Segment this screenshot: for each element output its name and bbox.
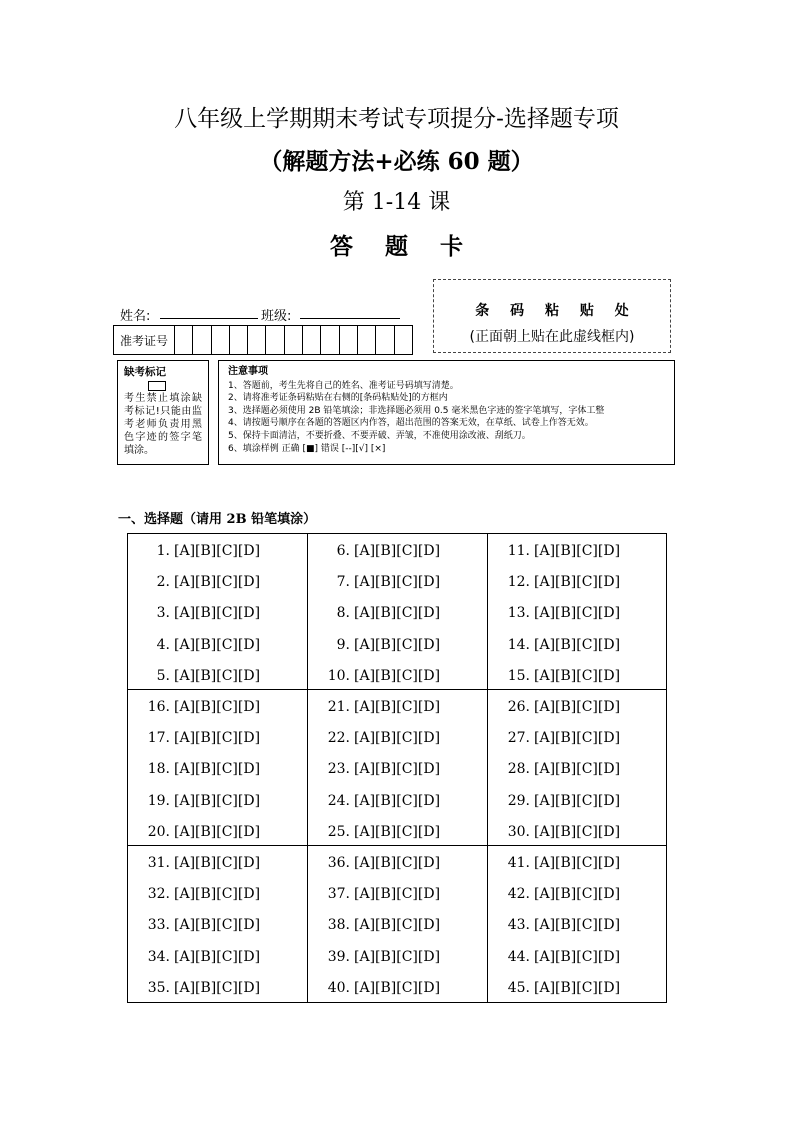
barcode-title: 条 码 粘 贴 处 [475,303,637,319]
question-block [128,534,308,690]
question-row [128,692,307,723]
question-number: 23. [327,761,350,778]
question-row [128,817,307,848]
answer-options[interactable]: [A][B][C][D] [354,543,441,559]
question-row [308,848,487,879]
question-block [128,846,308,1002]
answer-options[interactable]: [A][B][C][D] [174,636,261,653]
answer-options[interactable]: [A][B][C][D] [534,855,621,871]
question-row [488,786,666,817]
question-row [128,910,307,941]
answer-options[interactable]: [A][B][C][D] [354,855,441,871]
page-title: 八年级上学期期末考试专项提分-选择题专项 [174,106,619,132]
question-row [488,973,666,1004]
note-item: 4、请按题号顺序在各题的答题区内作答，超出范围的答案无效，在草纸、试卷上作答无效。 [228,418,594,429]
question-row [128,661,307,692]
answer-options[interactable]: [A][B][C][D] [534,761,621,778]
question-number: 13. [507,605,530,622]
question-row [488,661,666,692]
question-row [128,786,307,817]
question-number: 31. [147,855,170,871]
answer-options[interactable]: [A][B][C][D] [174,948,261,965]
answer-options[interactable]: [A][B][C][D] [354,886,441,903]
class-label: 班级: [261,309,292,324]
question-row [488,879,666,910]
question-number: 2. [156,574,170,591]
question-number: 43. [507,917,530,934]
question-number: 1. [156,543,170,559]
exam-id-label: 准考证号 [114,326,175,354]
barcode-area [433,279,671,353]
answer-options[interactable]: [A][B][C][D] [534,636,621,653]
question-number: 18. [147,761,170,778]
question-row [308,973,487,1004]
question-row [488,630,666,661]
answer-options[interactable]: [A][B][C][D] [534,792,621,809]
exam-id-cell[interactable] [175,326,193,354]
question-number: 32. [147,886,170,903]
question-row [308,630,487,661]
answer-options[interactable]: [A][B][C][D] [174,543,261,559]
answer-options[interactable]: [A][B][C][D] [354,730,441,747]
exam-id-cell[interactable] [358,326,376,354]
question-number: 39. [327,948,350,965]
name-label: 姓名: [120,309,151,324]
answer-options[interactable]: [A][B][C][D] [174,886,261,903]
answer-options[interactable]: [A][B][C][D] [534,886,621,903]
answer-options[interactable]: [A][B][C][D] [354,605,441,622]
question-number: 29. [507,792,530,809]
question-row [488,598,666,629]
exam-id-cell[interactable] [395,326,412,354]
question-number: 6. [336,543,350,559]
question-number: 24. [327,792,350,809]
answer-options[interactable]: [A][B][C][D] [534,574,621,591]
answer-options[interactable]: [A][B][C][D] [174,761,261,778]
question-block [488,690,666,846]
answer-options[interactable]: [A][B][C][D] [534,543,621,559]
question-number: 26. [507,699,530,715]
exam-id-row [113,325,413,355]
question-row [488,910,666,941]
question-row [308,817,487,848]
answer-options[interactable]: [A][B][C][D] [174,917,261,934]
question-row [128,879,307,910]
answer-options[interactable]: [A][B][C][D] [174,979,261,996]
question-row [488,754,666,785]
answer-options[interactable]: [A][B][C][D] [534,917,621,934]
question-number: 7. [336,574,350,591]
exam-id-cell[interactable] [193,326,211,354]
exam-id-cell[interactable] [340,326,358,354]
question-row [128,973,307,1004]
question-number: 10. [327,667,350,684]
question-row [308,661,487,692]
question-block [488,846,666,1002]
question-row [488,942,666,973]
answer-options[interactable]: [A][B][C][D] [354,948,441,965]
absent-mark-box [117,360,209,465]
answer-options[interactable]: [A][B][C][D] [174,792,261,809]
answer-options[interactable]: [A][B][C][D] [174,574,261,591]
answer-options[interactable]: [A][B][C][D] [354,979,441,996]
exam-id-cell[interactable] [376,326,394,354]
question-number: 27. [507,730,530,747]
question-number: 41. [507,855,530,871]
question-row [308,723,487,754]
question-number: 44. [507,948,530,965]
exam-id-cell[interactable] [248,326,266,354]
note-item: 6、填涂样例 正确 [■] 错误 [--][√] [×] [228,443,386,454]
question-number: 9. [336,636,350,653]
question-number: 25. [327,823,350,840]
question-row [488,817,666,848]
answer-card-title: 答 题 卡 [329,233,475,260]
exam-id-cell[interactable] [266,326,284,354]
question-row [488,723,666,754]
question-row [128,536,307,567]
question-number: 30. [507,823,530,840]
barcode-note: (正面朝上贴在此虚线框内) [469,329,635,345]
answer-options[interactable]: [A][B][C][D] [534,823,621,840]
answer-options[interactable]: [A][B][C][D] [354,761,441,778]
answer-grid [127,533,667,1003]
answer-options[interactable]: [A][B][C][D] [534,948,621,965]
answer-options[interactable]: [A][B][C][D] [354,574,441,591]
question-number: 34. [147,948,170,965]
question-row [308,910,487,941]
answer-options[interactable]: [A][B][C][D] [354,667,441,684]
answer-options[interactable]: [A][B][C][D] [534,605,621,622]
answer-options[interactable]: [A][B][C][D] [534,730,621,747]
question-number: 15. [507,667,530,684]
answer-options[interactable]: [A][B][C][D] [534,979,621,996]
section-title: 一、选择题（请用 2B 铅笔填涂） [118,512,317,527]
question-row [308,536,487,567]
answer-options[interactable]: [A][B][C][D] [534,699,621,715]
name-field[interactable] [160,306,258,319]
question-number: 22. [327,730,350,747]
answer-options[interactable]: [A][B][C][D] [174,699,261,715]
exam-id-cell[interactable] [321,326,339,354]
class-field[interactable] [300,306,400,319]
question-row [128,598,307,629]
exam-id-cell[interactable] [285,326,303,354]
absent-mark-title: 缺考标记 [124,366,166,378]
question-number: 19. [147,792,170,809]
question-row [308,598,487,629]
lesson-range: 第 1-14 课 [342,190,451,215]
note-item: 3、选择题必须使用 2B 铅笔填涂；非选择题必须用 0.5 毫米黑色字迹的签字笔填写，字体工整 [228,405,605,416]
question-row [308,879,487,910]
answer-options[interactable]: [A][B][C][D] [174,730,261,747]
question-row [128,848,307,879]
question-number: 21. [327,699,350,715]
note-item: 5、保持卡面清洁，不要折叠、不要弄破、弄皱，不准使用涂改液、刮纸刀。 [228,430,531,441]
question-number: 37. [327,886,350,903]
question-block [308,846,488,1002]
question-row [128,723,307,754]
question-block [308,534,488,690]
question-number: 14. [507,636,530,653]
answer-options[interactable]: [A][B][C][D] [354,823,441,840]
question-number: 42. [507,886,530,903]
question-number: 20. [147,823,170,840]
question-number: 38. [327,917,350,934]
question-row [308,754,487,785]
answer-options[interactable]: [A][B][C][D] [174,605,261,622]
question-number: 28. [507,761,530,778]
question-number: 3. [156,605,170,622]
answer-options[interactable]: [A][B][C][D] [174,667,261,684]
note-item: 2、请将准考证条码粘贴在右侧的[条码粘贴处]的方框内 [228,393,448,404]
question-row [308,942,487,973]
question-row [488,536,666,567]
question-number: 40. [327,979,350,996]
answer-options[interactable]: [A][B][C][D] [354,917,441,934]
exam-id-cell[interactable] [230,326,248,354]
question-row [308,567,487,598]
question-row [128,754,307,785]
absent-mark-checkbox[interactable] [148,381,166,391]
question-number: 35. [147,979,170,996]
question-number: 12. [507,574,530,591]
answer-options[interactable]: [A][B][C][D] [534,667,621,684]
question-row [488,567,666,598]
page-subtitle: （解题方法+必练 60 题） [259,148,534,175]
answer-options[interactable]: [A][B][C][D] [174,823,261,840]
question-number: 45. [507,979,530,996]
question-row [128,567,307,598]
question-number: 17. [147,730,170,747]
question-number: 5. [156,667,170,684]
answer-options[interactable]: [A][B][C][D] [354,792,441,809]
question-block [128,690,308,846]
question-block [308,690,488,846]
question-number: 36. [327,855,350,871]
question-row [488,692,666,723]
absent-mark-text: 考生禁止填涂缺考标记!只能由监考老师负责用黑色字迹的签字笔填涂。 [124,393,202,456]
question-number: 11. [507,543,530,559]
notes-box [218,360,675,465]
answer-options[interactable]: [A][B][C][D] [174,855,261,871]
question-row [488,848,666,879]
notes-title: 注意事项 [228,366,268,377]
question-row [128,630,307,661]
note-item: 1、答题前，考生先将自己的姓名、准考证号码填写清楚。 [228,380,459,391]
answer-options[interactable]: [A][B][C][D] [354,636,441,653]
question-number: 33. [147,917,170,934]
answer-options[interactable]: [A][B][C][D] [354,699,441,715]
question-row [308,786,487,817]
exam-id-cell[interactable] [212,326,230,354]
question-row [308,692,487,723]
question-block [488,534,666,690]
question-row [128,942,307,973]
question-number: 8. [336,605,350,622]
question-number: 16. [147,699,170,715]
question-number: 4. [156,636,170,653]
exam-id-cell[interactable] [303,326,321,354]
